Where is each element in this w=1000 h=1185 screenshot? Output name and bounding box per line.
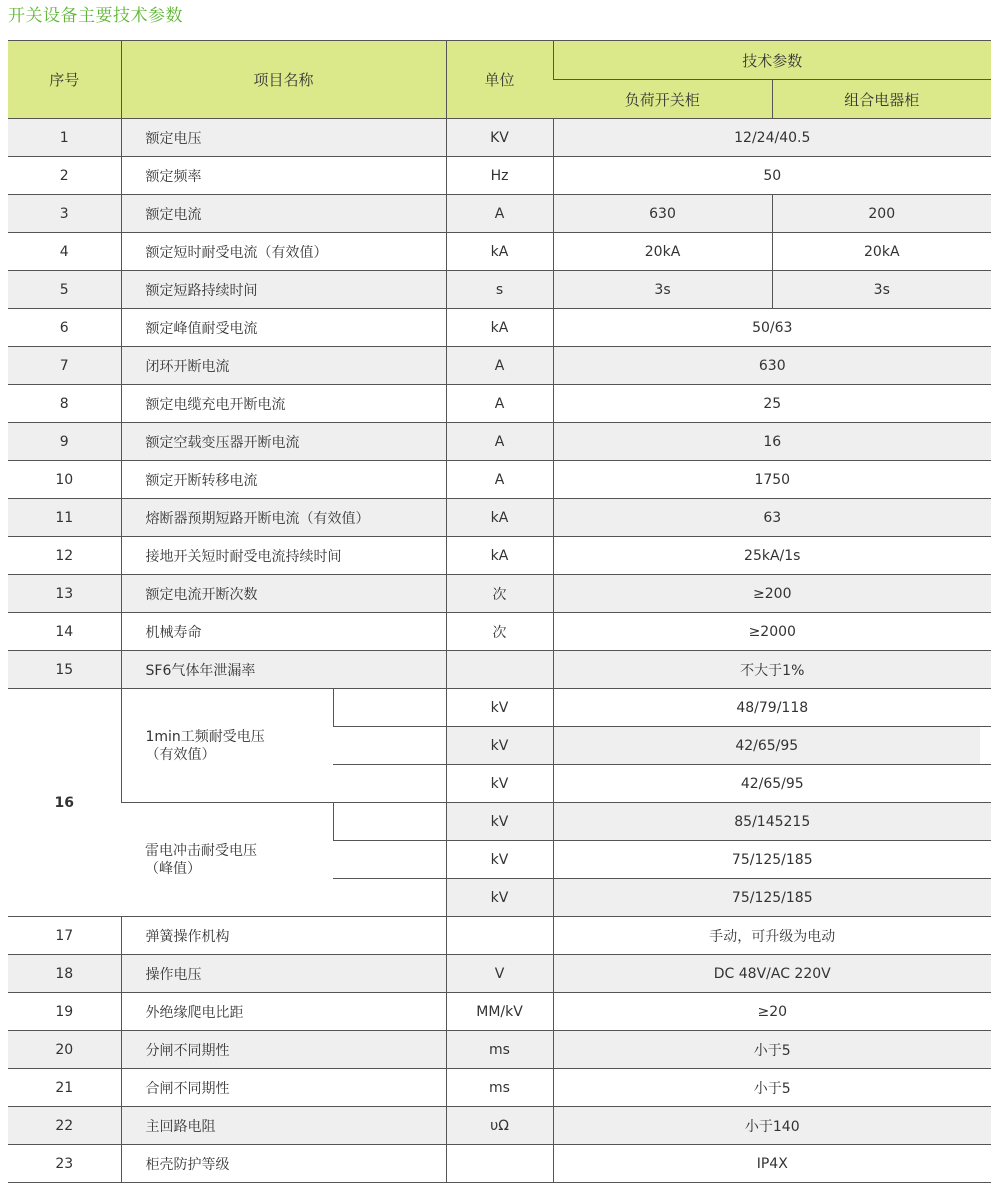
table-row bbox=[8, 613, 991, 651]
page-title: 开关设备主要技术参数 bbox=[8, 6, 183, 26]
group-label: 1min工频耐受电压 bbox=[145, 728, 265, 745]
row-no: 19 bbox=[8, 993, 121, 1031]
row-no: 5 bbox=[8, 271, 121, 309]
spec-table bbox=[8, 40, 991, 1183]
table-row bbox=[8, 689, 991, 727]
row-value-load-switch: 630 bbox=[553, 195, 772, 233]
row-value: 不大于1% bbox=[553, 651, 991, 689]
row-value: 小于5 bbox=[553, 1031, 991, 1069]
row-unit: V bbox=[446, 955, 553, 993]
table-row bbox=[8, 499, 991, 537]
row-value: 75/125/185 bbox=[553, 841, 991, 879]
row-value: 50/63 bbox=[553, 309, 991, 347]
row-value: ≥20 bbox=[553, 993, 991, 1031]
table-row bbox=[8, 575, 991, 613]
row-no: 3 bbox=[8, 195, 121, 233]
table-row bbox=[8, 461, 991, 499]
group-power-frequency bbox=[121, 689, 333, 803]
row-no: 20 bbox=[8, 1031, 121, 1069]
row-no: 13 bbox=[8, 575, 121, 613]
row-value-load-switch: 20kA bbox=[553, 233, 772, 271]
row-no: 18 bbox=[8, 955, 121, 993]
row-unit: ms bbox=[446, 1031, 553, 1069]
row-name: 弹簧操作机构 bbox=[121, 917, 446, 955]
row-value: 16 bbox=[553, 423, 991, 461]
row-value-combined: 200 bbox=[772, 195, 991, 233]
table-body bbox=[8, 119, 991, 1183]
row-no: 16 bbox=[8, 689, 121, 917]
row-unit: kV bbox=[446, 727, 553, 765]
row-unit: 次 bbox=[446, 575, 553, 613]
row-no: 11 bbox=[8, 499, 121, 537]
sub-blank bbox=[333, 803, 446, 841]
sub-blank bbox=[333, 765, 446, 803]
table-row bbox=[8, 233, 991, 271]
row-unit: A bbox=[446, 195, 553, 233]
row-value: 小于5 bbox=[553, 1069, 991, 1107]
row-unit: kA bbox=[446, 537, 553, 575]
row-unit: kV bbox=[446, 689, 553, 727]
table-row bbox=[8, 195, 991, 233]
row-name: 分闸不同期性 bbox=[121, 1031, 446, 1069]
table-row bbox=[8, 1069, 991, 1107]
row-no: 7 bbox=[8, 347, 121, 385]
row-name: 额定空载变压器开断电流 bbox=[121, 423, 446, 461]
row-name: 额定电缆充电开断电流 bbox=[121, 385, 446, 423]
row-value-load-switch: 3s bbox=[553, 271, 772, 309]
row-name: 合闸不同期性 bbox=[121, 1069, 446, 1107]
row-no: 2 bbox=[8, 157, 121, 195]
row-value: 75/125/185 bbox=[553, 879, 991, 917]
row-no: 4 bbox=[8, 233, 121, 271]
row-value: 50 bbox=[553, 157, 991, 195]
row-value: IP4X bbox=[553, 1145, 991, 1183]
row-no: 9 bbox=[8, 423, 121, 461]
table-row bbox=[8, 271, 991, 309]
table-row bbox=[8, 309, 991, 347]
row-value: 25 bbox=[553, 385, 991, 423]
row-no: 22 bbox=[8, 1107, 121, 1145]
row-name: 额定短时耐受电流（有效值） bbox=[121, 233, 446, 271]
header-seq: 序号 bbox=[8, 41, 121, 119]
row-value: 85/145215 bbox=[553, 803, 991, 841]
row-name: 额定电流 bbox=[121, 195, 446, 233]
row-unit: kV bbox=[446, 879, 553, 917]
table-row bbox=[8, 1145, 991, 1183]
row-value-combined: 3s bbox=[772, 271, 991, 309]
row-no: 1 bbox=[8, 119, 121, 157]
table-row bbox=[8, 537, 991, 575]
row-no: 12 bbox=[8, 537, 121, 575]
row-unit bbox=[446, 1145, 553, 1183]
row-no: 15 bbox=[8, 651, 121, 689]
table-row bbox=[8, 423, 991, 461]
row-unit: MM/kV bbox=[446, 993, 553, 1031]
row-no: 14 bbox=[8, 613, 121, 651]
row-unit: kA bbox=[446, 233, 553, 271]
table-row bbox=[8, 347, 991, 385]
row-value: 63 bbox=[553, 499, 991, 537]
row-name: 接地开关短时耐受电流持续时间 bbox=[121, 537, 446, 575]
row-value: 1750 bbox=[553, 461, 991, 499]
table-row bbox=[8, 157, 991, 195]
row-value: ≥2000 bbox=[553, 613, 991, 651]
table-row bbox=[8, 803, 991, 841]
row-name: 额定频率 bbox=[121, 157, 446, 195]
row-no: 21 bbox=[8, 1069, 121, 1107]
sub-blank bbox=[333, 689, 446, 727]
row-unit: ms bbox=[446, 1069, 553, 1107]
group-label: 雷电冲击耐受电压 bbox=[145, 842, 257, 859]
row-no: 8 bbox=[8, 385, 121, 423]
row-unit: A bbox=[446, 385, 553, 423]
row-unit: kV bbox=[446, 841, 553, 879]
row-value: 630 bbox=[553, 347, 991, 385]
row-unit: A bbox=[446, 347, 553, 385]
row-value: 25kA/1s bbox=[553, 537, 991, 575]
row-unit bbox=[446, 917, 553, 955]
row-unit bbox=[446, 651, 553, 689]
row-value: 小于140 bbox=[553, 1107, 991, 1145]
row-name: 外绝缘爬电比距 bbox=[121, 993, 446, 1031]
row-unit: A bbox=[446, 461, 553, 499]
sub-blank bbox=[333, 879, 446, 917]
row-value: 42/65/95 bbox=[553, 727, 980, 765]
row-unit: kA bbox=[446, 499, 553, 537]
header-unit: 单位 bbox=[446, 41, 553, 119]
header-load-switch: 负荷开关柜 bbox=[553, 80, 772, 119]
row-value: 42/65/95 bbox=[553, 765, 991, 803]
table-row bbox=[8, 993, 991, 1031]
row-name: 额定短路持续时间 bbox=[121, 271, 446, 309]
row-name: 额定电压 bbox=[121, 119, 446, 157]
group-sublabel: （有效值） bbox=[145, 746, 216, 763]
row-unit: A bbox=[446, 423, 553, 461]
row-name: 额定电流开断次数 bbox=[121, 575, 446, 613]
row-name: 机械寿命 bbox=[121, 613, 446, 651]
row-name: 熔断器预期短路开断电流（有效值） bbox=[121, 499, 446, 537]
row-name: 主回路电阻 bbox=[121, 1107, 446, 1145]
table-row bbox=[8, 1031, 991, 1069]
header-combined: 组合电器柜 bbox=[772, 80, 991, 119]
row-name: SF6气体年泄漏率 bbox=[121, 651, 446, 689]
row-unit: 次 bbox=[446, 613, 553, 651]
table-row bbox=[8, 955, 991, 993]
table-row bbox=[8, 651, 991, 689]
row-unit: kA bbox=[446, 309, 553, 347]
row-value: DC 48V/AC 220V bbox=[553, 955, 991, 993]
row-unit: kV bbox=[446, 803, 553, 841]
row-unit: KV bbox=[446, 119, 553, 157]
row-value: 48/79/118 bbox=[553, 689, 991, 727]
table-row bbox=[8, 1107, 991, 1145]
row-unit: s bbox=[446, 271, 553, 309]
row-unit: kV bbox=[446, 765, 553, 803]
row-no: 6 bbox=[8, 309, 121, 347]
table-header bbox=[8, 41, 991, 119]
row-name: 柜壳防护等级 bbox=[121, 1145, 446, 1183]
row-name: 额定开断转移电流 bbox=[121, 461, 446, 499]
row-no: 10 bbox=[8, 461, 121, 499]
row-value: 手动，可升级为电动 bbox=[553, 917, 991, 955]
row-value: ≥200 bbox=[553, 575, 991, 613]
table-row bbox=[8, 119, 991, 157]
row-name: 额定峰值耐受电流 bbox=[121, 309, 446, 347]
sub-blank bbox=[333, 841, 446, 879]
header-tech: 技术参数 bbox=[553, 41, 991, 80]
row-no: 17 bbox=[8, 917, 121, 955]
row-value: 12/24/40.5 bbox=[553, 119, 991, 157]
row-unit: υΩ bbox=[446, 1107, 553, 1145]
row-name: 操作电压 bbox=[121, 955, 446, 993]
group-lightning-impulse bbox=[121, 803, 333, 917]
row-value-combined: 20kA bbox=[772, 233, 991, 271]
sub-blank bbox=[333, 727, 446, 765]
group-sublabel: （峰值） bbox=[145, 860, 201, 877]
table-row bbox=[8, 385, 991, 423]
row-gap bbox=[980, 727, 991, 765]
row-unit: Hz bbox=[446, 157, 553, 195]
row-name: 闭环开断电流 bbox=[121, 347, 446, 385]
table-row bbox=[8, 917, 991, 955]
row-no: 23 bbox=[8, 1145, 121, 1183]
header-name: 项目名称 bbox=[121, 41, 446, 119]
